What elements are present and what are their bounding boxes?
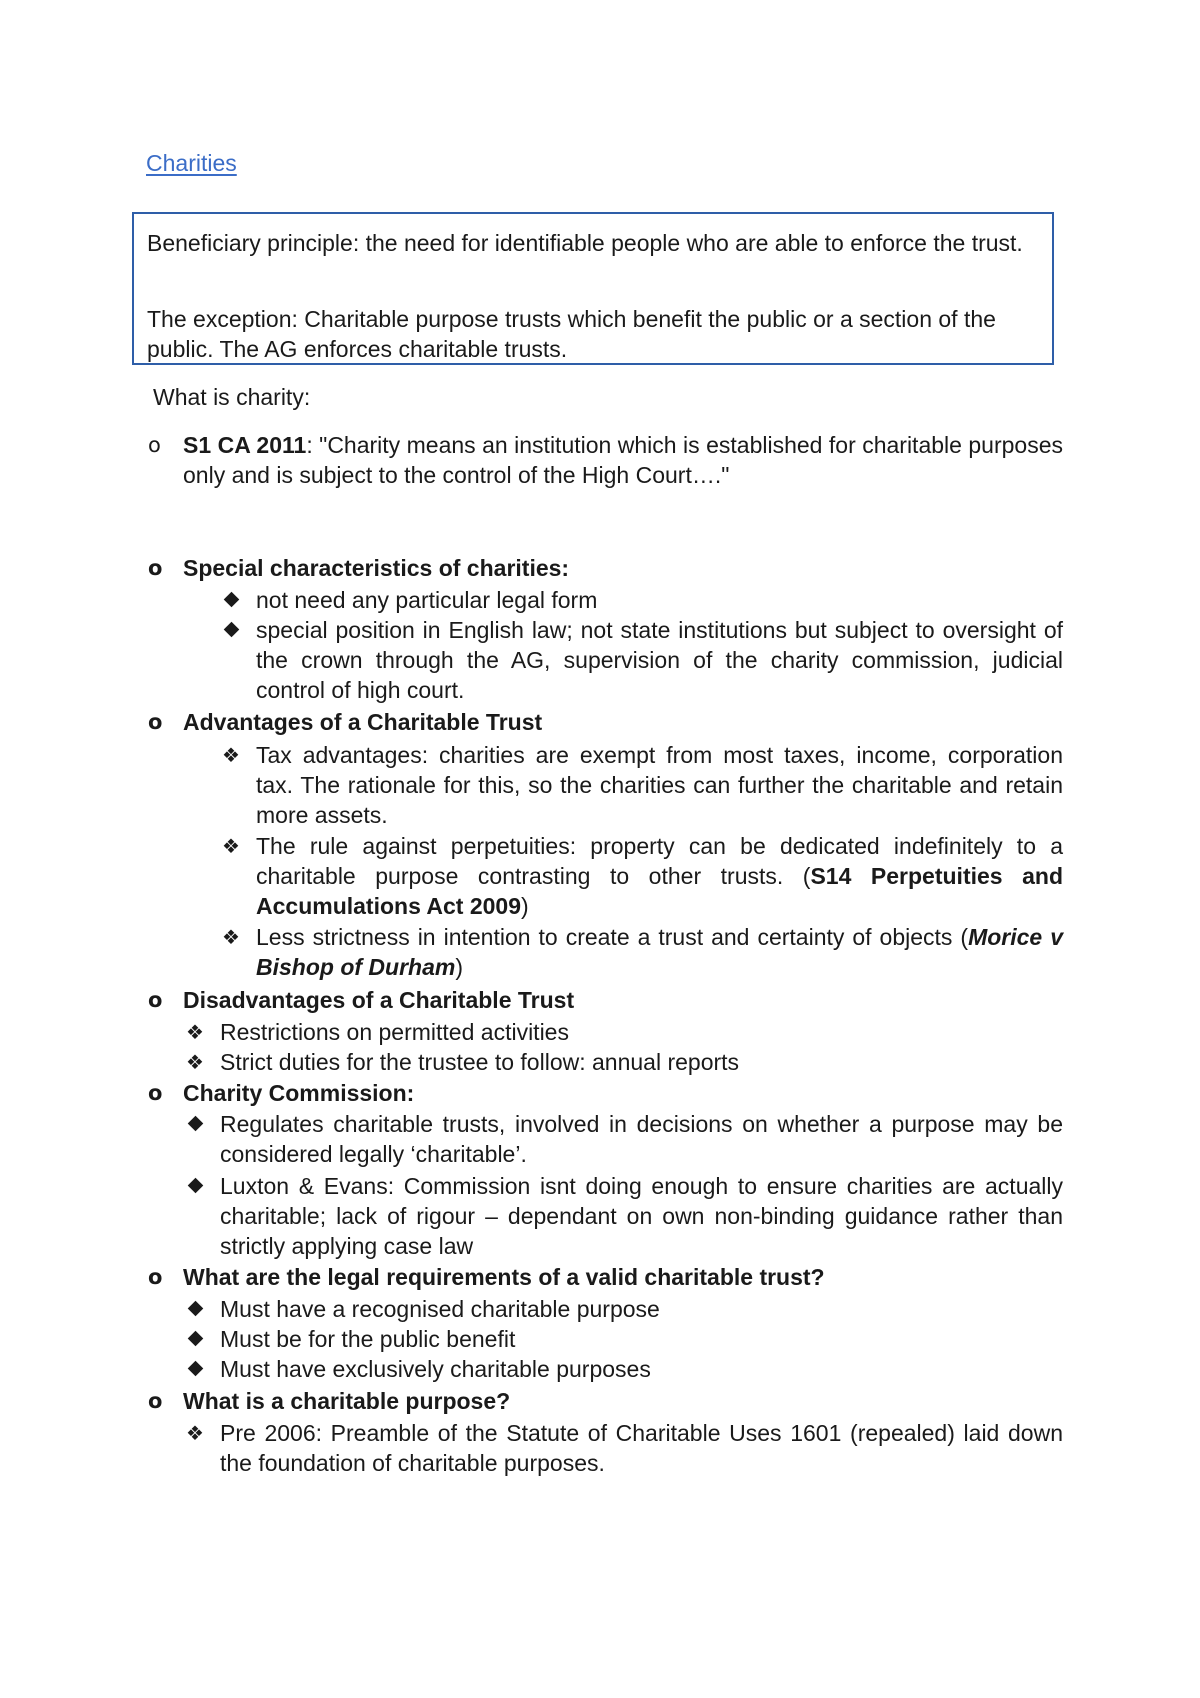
- box-line-exception: The exception: Charitable purpose trusts which benefit the public or a section of the public. The AG enforces charitable trusts.: [147, 306, 996, 362]
- requirements-item: Must be for the public benefit: [220, 1326, 516, 1352]
- commission-item: Regulates charitable trusts, involved in decisions on whether a purpose may be considered legally ‘charitable’.: [220, 1111, 1063, 1167]
- diamond-bullet-icon: [188, 1116, 204, 1132]
- star-bullet-icon: ❖: [186, 1421, 204, 1445]
- purpose-item: Pre 2006: Preamble of the Statute of Charitable Uses 1601 (repealed) laid down the foundation of charitable purposes.: [220, 1420, 1063, 1476]
- page-title[interactable]: Charities: [146, 150, 237, 176]
- circle-bullet-icon: o: [148, 433, 161, 457]
- requirements-heading: What are the legal requirements of a valid charitable trust?: [183, 1264, 825, 1290]
- special-item: special position in English law; not state institutions but subject to oversight of the crown through the AG, supervision of the charity commission, judicial control of high court.: [256, 617, 1063, 703]
- diamond-bullet-icon: [188, 1178, 204, 1194]
- disadvantages-item: Strict duties for the trustee to follow: annual reports: [220, 1049, 740, 1075]
- circle-bullet-icon: o: [148, 1265, 163, 1289]
- commission-item: Luxton & Evans: Commission isnt doing enough to ensure charities are actually charitable; lack of rigour – dependant on own non-binding guidance rather than strictly applying case law: [220, 1173, 1063, 1259]
- strictness-case: Morice v Bishop of Durham: [256, 924, 1063, 980]
- commission-heading: Charity Commission:: [183, 1080, 415, 1106]
- star-bullet-icon: ❖: [222, 834, 240, 858]
- diamond-bullet-icon: [224, 622, 240, 638]
- strictness-close: ): [455, 954, 464, 980]
- advantages-heading: Advantages of a Charitable Trust: [183, 709, 543, 735]
- s1-definition: [183, 430, 1063, 490]
- circle-bullet-icon: o: [148, 1389, 163, 1413]
- circle-bullet-icon: o: [148, 556, 163, 580]
- purpose-heading: What is a charitable purpose?: [183, 1388, 511, 1414]
- intro-text: What is charity:: [153, 384, 311, 410]
- diamond-bullet-icon: [188, 1361, 204, 1377]
- perpetuities-text: The rule against perpetuities: property can be dedicated indefinitely to a charitable purpose contrasting to other trusts. (: [256, 833, 1063, 889]
- diamond-bullet-icon: [188, 1301, 204, 1317]
- star-bullet-icon: ❖: [222, 743, 240, 767]
- special-item: not need any particular legal form: [256, 587, 598, 613]
- perpetuities-statute: S14 Perpetuities and Accumulations Act 2009: [256, 863, 1064, 919]
- requirements-item: Must have a recognised charitable purpose: [220, 1296, 660, 1322]
- diamond-bullet-icon: [224, 592, 240, 608]
- advantages-item-perpetuities: [256, 831, 1063, 921]
- star-bullet-icon: ❖: [186, 1050, 204, 1074]
- requirements-item: Must have exclusively charitable purposes: [220, 1356, 651, 1382]
- circle-bullet-icon: o: [148, 1081, 163, 1105]
- definition-box: [132, 212, 1054, 365]
- star-bullet-icon: ❖: [222, 925, 240, 949]
- circle-bullet-icon: o: [148, 988, 163, 1012]
- perpetuities-close: ): [521, 893, 529, 919]
- s1-statute: S1 CA 2011: [183, 432, 307, 458]
- advantages-item-strictness: [256, 922, 1063, 982]
- advantages-item-tax: Tax advantages: charities are exempt from most taxes, income, corporation tax. The rationale for this, so the charities can further the charitable and retain more assets.: [256, 742, 1063, 828]
- s1-quote: : "Charity means an institution which is established for charitable purposes only and is subject to the control of the High Court….": [183, 432, 1063, 488]
- disadvantages-heading: Disadvantages of a Charitable Trust: [183, 987, 575, 1013]
- special-heading: Special characteristics of charities:: [183, 555, 570, 581]
- star-bullet-icon: ❖: [186, 1020, 204, 1044]
- diamond-bullet-icon: [188, 1331, 204, 1347]
- strictness-text: Less strictness in intention to create a trust and certainty of objects (: [256, 924, 969, 950]
- disadvantages-item: Restrictions on permitted activities: [220, 1019, 569, 1045]
- circle-bullet-icon: o: [148, 710, 163, 734]
- box-line-beneficiary: Beneficiary principle: the need for identifiable people who are able to enforce the trust.: [147, 230, 1023, 256]
